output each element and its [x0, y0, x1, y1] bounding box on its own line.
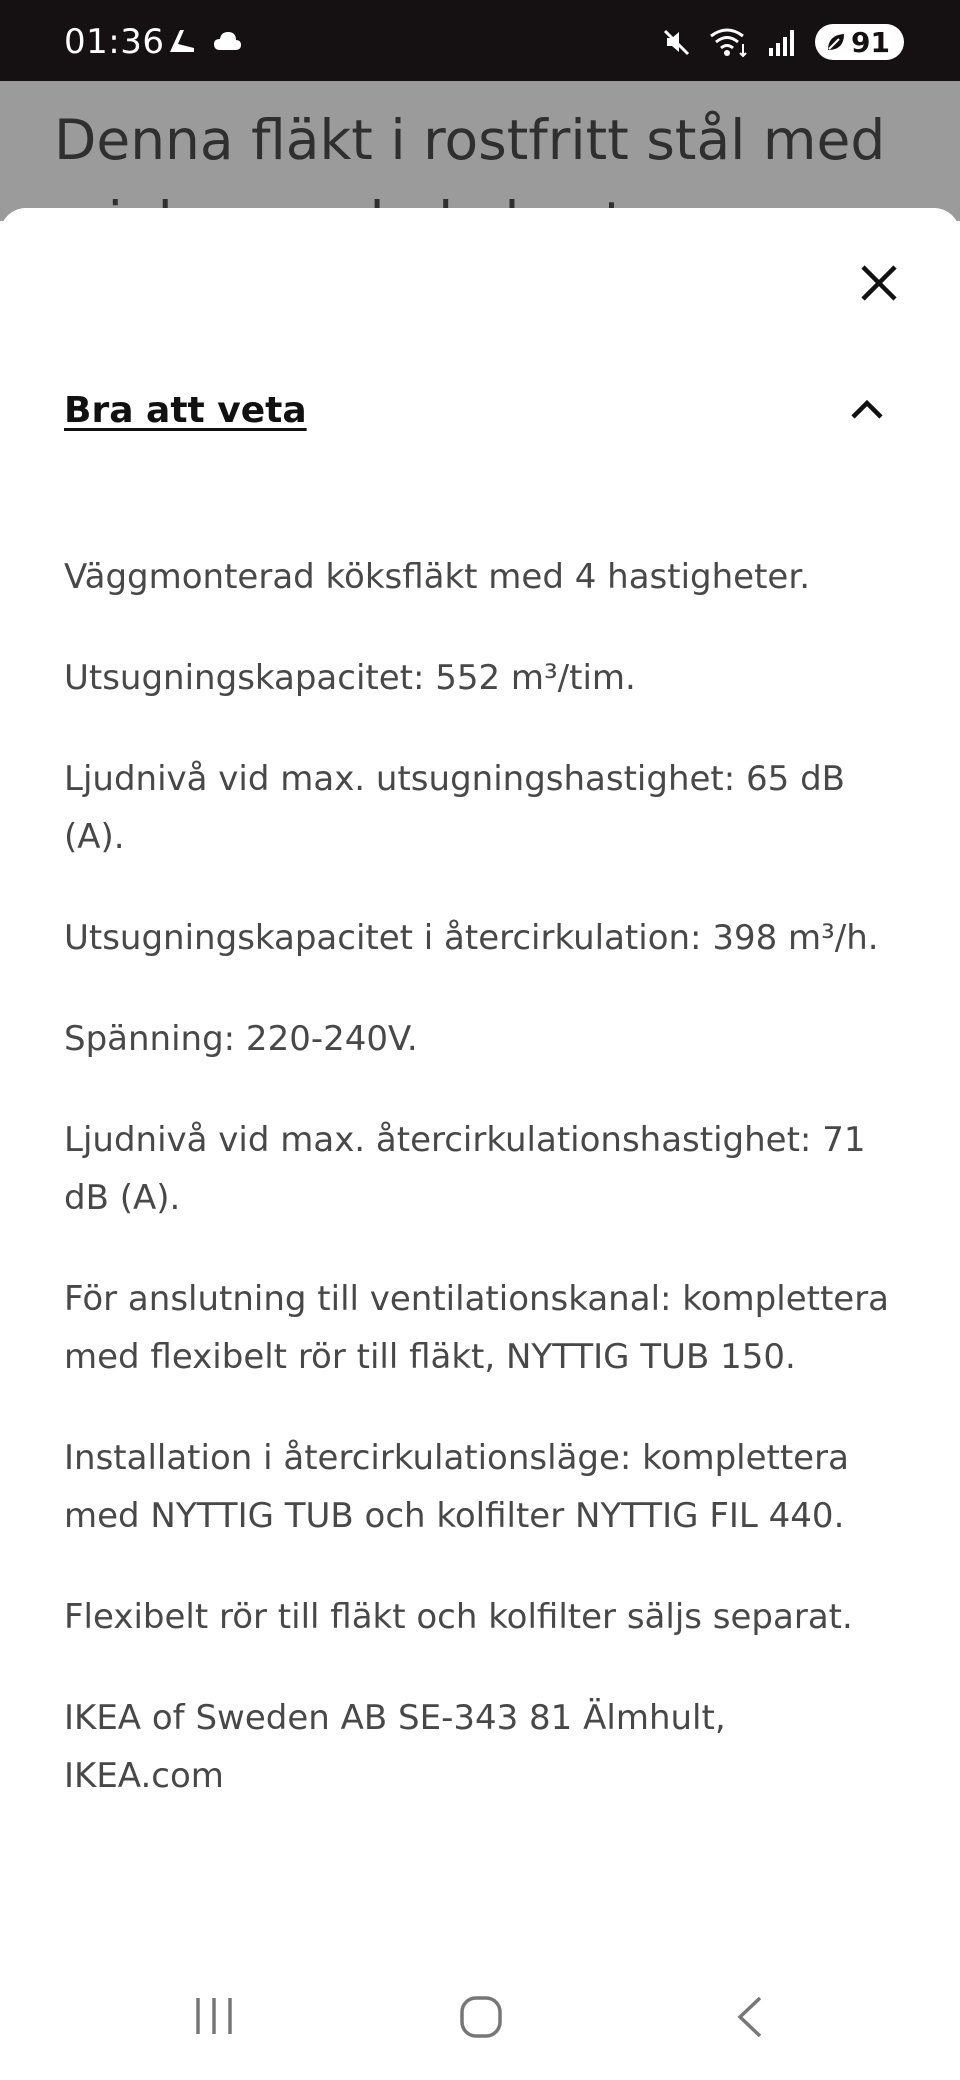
info-paragraph: Utsugningskapacitet: 552 m³/tim. [64, 658, 636, 698]
signal-icon [767, 28, 797, 56]
battery-saver-leaf-icon [825, 31, 847, 53]
status-time: 01:36 [64, 22, 165, 62]
close-button[interactable] [859, 263, 899, 303]
info-paragraph: För anslutning till ventilationskanal: komplettera med flexibelt rör till fläkt, NYTTIG TUB 150. [64, 1279, 890, 1377]
section-content [64, 548, 894, 1848]
home-button[interactable] [458, 1994, 504, 2045]
battery-indicator [815, 24, 904, 60]
cloud-icon [212, 30, 242, 52]
info-paragraph: Installation i återcirkulationsläge: komplettera med NYTTIG TUB och kolfilter NYTTIG FIL 440. [64, 1438, 849, 1536]
mute-icon [661, 27, 691, 57]
home-icon [458, 1994, 504, 2040]
info-paragraph: Väggmonterad köksfläkt med 4 hastigheter. [64, 557, 811, 597]
battery-level: 91 [851, 25, 890, 59]
section-title: Bra att veta [64, 390, 307, 431]
info-paragraph: Ljudnivå vid max. utsugningshastighet: 65 dB (A). [64, 759, 845, 857]
notification-app-icon [166, 26, 198, 56]
info-paragraph: Spänning: 220-240V. [64, 1019, 418, 1059]
recent-apps-icon [192, 1994, 236, 2038]
info-paragraph: Flexibelt rör till fläkt och kolfilter säljs separat. [64, 1597, 853, 1637]
info-paragraph: Ljudnivå vid max. återcirkulationshastighet: 71 dB (A). [64, 1120, 866, 1218]
status-bar [0, 0, 960, 81]
close-icon [859, 263, 899, 303]
info-paragraph: Utsugningskapacitet i återcirkulation: 398 m³/h. [64, 918, 879, 958]
background-page-overlay [0, 81, 960, 221]
background-page-heading: Denna fläkt i rostfritt stål med [54, 108, 886, 172]
back-button[interactable] [734, 1994, 766, 2045]
status-notification-icons [166, 26, 242, 56]
system-navigation-bar [0, 1968, 960, 2080]
recent-apps-button[interactable] [192, 1994, 236, 2043]
chevron-up-icon [850, 398, 884, 420]
wifi-icon [709, 26, 749, 58]
info-paragraph: IKEA of Sweden AB SE-343 81 Älmhult, IKEA.com [64, 1698, 726, 1796]
back-icon [734, 1994, 766, 2040]
info-sheet [0, 208, 960, 2080]
status-system-icons [661, 24, 904, 60]
section-header-bra-att-veta[interactable] [64, 380, 896, 440]
